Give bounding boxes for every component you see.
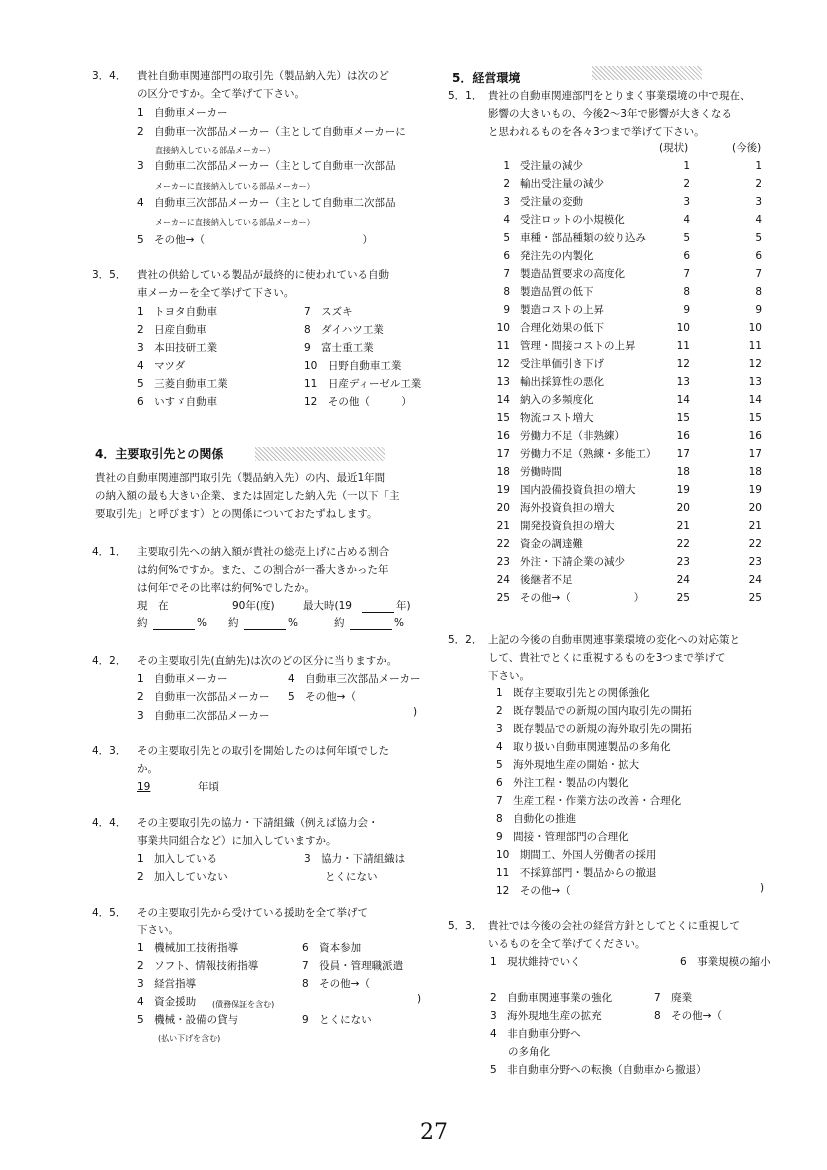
q52-option[interactable]: 7 生産工程・作業方法の改善・合理化 [496, 795, 682, 807]
q41-pct-3: % [394, 617, 404, 629]
q51-item-future-choice[interactable]: 25 [748, 592, 762, 604]
q51-item-future-choice[interactable]: 2 [755, 178, 762, 190]
q51-col-future: (今後) [732, 142, 762, 154]
section-4-title: 4．主要取引先との関係 [95, 447, 224, 461]
q51-item-now-choice[interactable]: 22 [676, 538, 690, 550]
q51-item-number: 10 [496, 322, 510, 334]
q45-text-1: その主要取引先から受けている援助を全て挙げて [137, 907, 368, 919]
q53-option-7[interactable]: 7 廃業 [654, 992, 693, 1004]
q51-item-number: 13 [496, 376, 510, 388]
q53-option-4-cont: の多角化 [508, 1046, 550, 1058]
q51-item-number: 24 [496, 574, 510, 586]
q51-item-future-choice[interactable]: 24 [748, 574, 762, 586]
q35-text-2: 車メーカーを全て挙げて下さい。 [137, 287, 295, 299]
q51-item-number: 5 [503, 232, 510, 244]
q51-item-future-choice[interactable]: 11 [748, 340, 762, 352]
q51-item-now-choice[interactable]: 12 [676, 358, 690, 370]
q35-option-9[interactable]: 9 富士重工業 [304, 342, 374, 354]
q51-item-label: 製造品質の低下 [520, 286, 594, 298]
q51-item-future-choice[interactable]: 16 [748, 430, 762, 442]
q42-text-1: その主要取引先(直納先)は次のどの区分に当りますか。 [137, 655, 398, 667]
q51-item-number: 14 [496, 394, 510, 406]
q51-item-now-choice[interactable]: 9 [683, 304, 690, 316]
q51-item-now-choice[interactable]: 6 [683, 250, 690, 262]
q34-number: 3．4． [92, 70, 127, 82]
q45-text-2: 下さい。 [137, 924, 179, 936]
q34-option-3-note: メーカーに直接納入している部品メーカー） [155, 182, 315, 191]
q43-number: 4．3． [92, 745, 127, 757]
q51-item-label: 発注先の内製化 [520, 250, 594, 262]
q45-option-4[interactable]: 4 資金援助 [137, 996, 197, 1008]
q52-option[interactable]: 2 既存製品での新規の国内取引先の開拓 [496, 705, 692, 717]
q51-item-future-choice[interactable]: 23 [748, 556, 762, 568]
q51-item-label: 資金の調達難 [520, 538, 583, 550]
q51-item-future-choice[interactable]: 17 [748, 448, 762, 460]
q34-option-1[interactable]: 1 自動車メーカー [137, 107, 228, 119]
q51-item-label: 労働時間 [520, 466, 562, 478]
q51-item-now-choice[interactable]: 13 [676, 376, 690, 388]
q51-item-now-choice[interactable]: 16 [676, 430, 690, 442]
q51-item-number: 19 [496, 484, 510, 496]
q35-option-3[interactable]: 3 本田技研工業 [137, 342, 218, 354]
q51-item-number: 25 [496, 592, 510, 604]
q51-item-label: 労働力不足（非熟練） [520, 430, 625, 442]
q51-item-number: 12 [496, 358, 510, 370]
q42-option-1[interactable]: 1 自動車メーカー [137, 673, 228, 685]
q51-item-future-choice[interactable]: 19 [748, 484, 762, 496]
q51-item-number: 18 [496, 466, 510, 478]
q34-text-2: の区分ですか。全て挙げて下さい。 [137, 88, 305, 100]
q51-item-label: 外注・下請企業の減少 [520, 556, 625, 568]
q51-item-now-choice[interactable]: 21 [676, 520, 690, 532]
q51-item-label: 製造コストの上昇 [520, 304, 604, 316]
q45-option-5-note: (払い下げを含む) [158, 1034, 221, 1043]
q35-option-11[interactable]: 11 日産ディーゼル工業 [304, 378, 422, 390]
q51-item-label: 輸出受注量の減少 [520, 178, 604, 190]
q51-item-now-choice[interactable]: 7 [683, 268, 690, 280]
q51-item-now-choice[interactable]: 25 [676, 592, 690, 604]
q42-close-paren: ) [413, 706, 418, 718]
q53-option-6[interactable]: 6 事業規模の縮小 [680, 956, 771, 968]
q51-item-number: 8 [503, 286, 510, 298]
q51-item-number: 7 [503, 268, 510, 280]
q53-option-8[interactable]: 8 その他→（ [654, 1010, 722, 1022]
q41-max-pct-field[interactable] [350, 618, 392, 630]
q53-text-2: いるものを全て挙げてください。 [488, 938, 646, 950]
q51-item-future-choice[interactable]: 1 [755, 160, 762, 172]
q51-item-label: 後継者不足 [520, 574, 573, 586]
q51-item-label: 受注量の変動 [520, 196, 583, 208]
q52-option[interactable]: 12 その他→（ [496, 885, 571, 897]
q51-item-label: 開発投資負担の増大 [520, 520, 615, 532]
q51-item-label: 輸出採算性の悪化 [520, 376, 604, 388]
q51-item-now-choice[interactable]: 19 [676, 484, 690, 496]
q51-item-now-choice[interactable]: 3 [683, 196, 690, 208]
q51-item-label: 受注単価引き下げ [520, 358, 604, 370]
q45-option-1[interactable]: 1 機械加工技術指導 [137, 942, 239, 954]
q41-pct-2: % [288, 617, 298, 629]
q41-text-1: 主要取引先への納入額が貴社の総売上げに占める割合 [137, 546, 389, 558]
q34-option-4-note: メーカーに直接納入している部品メーカー） [155, 218, 315, 227]
q51-text-2: 影響の大きいもの、今後2～3年で影響が大きくなる [488, 108, 732, 120]
q34-option-4[interactable]: 4 自動車三次部品メーカー（主として自動車二次部品 [137, 197, 396, 209]
q44-text-2: 事業共同組合など）に加入していますか。 [137, 835, 337, 847]
q51-item-label: 海外投資負担の増大 [520, 502, 615, 514]
q41-current-pct-field[interactable] [153, 618, 195, 630]
q35-text-1: 貴社の供給している製品が最終的に使われている自動 [137, 269, 389, 281]
q51-item-future-choice[interactable]: 18 [748, 466, 762, 478]
q51-item-number: 4 [503, 214, 510, 226]
q53-text-1: 貴社では今後の会社の経営方針としてとくに重視して [488, 920, 740, 932]
q52-close-paren: ) [760, 882, 765, 894]
q35-option-1[interactable]: 1 トヨタ自動車 [137, 306, 218, 318]
q41-text-2: は約何%ですか。また、この割合が一番大きかった年 [137, 564, 389, 576]
q34-option-5[interactable]: 5 その他→（ ） [137, 234, 373, 246]
q42-option-2[interactable]: 2 自動車一次部品メーカー [137, 691, 270, 703]
q45-option-8[interactable]: 8 その他→（ [302, 978, 370, 990]
q53-number: 5．3． [448, 920, 483, 932]
q52-option[interactable]: 6 外注工程・製品の内製化 [496, 777, 629, 789]
q51-item-label: 管理・間接コストの上昇 [520, 340, 636, 352]
q51-item-now-choice[interactable]: 5 [683, 232, 690, 244]
q51-number: 5．1． [448, 90, 483, 102]
q51-item-future-choice[interactable]: 14 [748, 394, 762, 406]
scan-shading [255, 447, 385, 461]
q51-item-now-choice[interactable]: 20 [676, 502, 690, 514]
q51-item-future-choice[interactable]: 8 [755, 286, 762, 298]
q51-item-future-choice[interactable]: 12 [748, 358, 762, 370]
q41-label-90: 90年(度) [232, 600, 275, 612]
q34-option-2-note: 直接納入している部品メーカー） [155, 146, 275, 155]
q51-item-number: 17 [496, 448, 510, 460]
q51-item-number: 16 [496, 430, 510, 442]
q51-item-future-choice[interactable]: 20 [748, 502, 762, 514]
q44-option-2[interactable]: 2 加入していない [137, 871, 228, 883]
q41-pct-1: % [197, 617, 207, 629]
q51-item-now-choice[interactable]: 1 [683, 160, 690, 172]
section-4-intro-1: 貴社の自動車関連部門取引先（製品納入先）の内、最近1年間 [95, 472, 386, 484]
q42-number: 4．2． [92, 655, 127, 667]
q52-option[interactable]: 3 既存製品での新規の海外取引先の開拓 [496, 723, 692, 735]
q51-col-now: (現状) [659, 142, 689, 154]
q51-text-3: と思われるものを各々3つまで挙げて下さい。 [488, 126, 705, 138]
q51-item-future-choice[interactable]: 22 [748, 538, 762, 550]
q35-option-12[interactable]: 12 その他（ ） [304, 396, 412, 408]
q44-text-1: その主要取引先の協力・下請組織（例えば協力会・ [137, 817, 379, 829]
q51-item-number: 9 [503, 304, 510, 316]
q51-item-now-choice[interactable]: 18 [676, 466, 690, 478]
q51-item-now-choice[interactable]: 2 [683, 178, 690, 190]
q51-item-label: 労働力不足（熟練・多能工） [520, 448, 657, 460]
q51-item-future-choice[interactable]: 3 [755, 196, 762, 208]
q44-number: 4．4． [92, 817, 127, 829]
scan-shading [592, 66, 702, 80]
q43-year-suffix: 年頃 [198, 781, 219, 793]
q42-option-5[interactable]: 5 その他→（ [288, 691, 356, 703]
q52-option[interactable]: 11 不採算部門・製品からの撤退 [496, 867, 657, 879]
q52-text-2: して、貴社でとくに重視するものを3つまで挙げて [488, 652, 726, 664]
q51-item-future-choice[interactable]: 4 [755, 214, 762, 226]
section-4-intro-2: の納入額の最も大きい企業、または固定した納入先（一以下「主 [95, 490, 400, 502]
q53-option-2[interactable]: 2 自動車関連事業の強化 [490, 992, 613, 1004]
q52-option[interactable]: 9 間接・管理部門の合理化 [496, 831, 629, 843]
q41-max-year-field[interactable] [362, 601, 394, 613]
q51-item-now-choice[interactable]: 8 [683, 286, 690, 298]
q35-option-8[interactable]: 8 ダイハツ工業 [304, 324, 384, 336]
q41-approx-1: 約 [137, 617, 148, 629]
q44-option-1[interactable]: 1 加入している [137, 853, 218, 865]
q51-item-number: 23 [496, 556, 510, 568]
q45-close-paren: ) [417, 993, 422, 1005]
q51-item-future-choice[interactable]: 7 [755, 268, 762, 280]
q51-item-label: 車種・部品種類の絞り込み [520, 232, 646, 244]
q41-label-max-end: 年) [396, 600, 411, 612]
q53-option-1[interactable]: 1 現状維持でいく [490, 956, 581, 968]
q41-label-max: 最大時(19 [303, 600, 352, 612]
q52-number: 5．2． [448, 634, 483, 646]
q51-item-now-choice[interactable]: 17 [676, 448, 690, 460]
q51-item-now-choice[interactable]: 14 [676, 394, 690, 406]
q41-number: 4．1． [92, 546, 127, 558]
page-number: 27 [420, 1120, 448, 1145]
q51-item-label: 国内設備投資負担の増大 [520, 484, 636, 496]
q53-option-4[interactable]: 4 非自動車分野へ [490, 1028, 581, 1040]
q51-item-label: その他→（ ） [520, 592, 645, 604]
q52-option[interactable]: 8 自動化の推進 [496, 813, 577, 825]
q51-item-future-choice[interactable]: 21 [748, 520, 762, 532]
q34-text-1: 貴社自動車関連部門の取引先（製品納入先）は次のど [137, 70, 389, 82]
q44-option-3-cont: とくにない [325, 871, 378, 883]
q45-option-5[interactable]: 5 機械・設備の貸与 [137, 1014, 239, 1026]
q43-year-field[interactable]: 19 [137, 781, 151, 793]
q41-approx-2: 約 [228, 617, 239, 629]
q35-option-2[interactable]: 2 日産自動車 [137, 324, 207, 336]
q51-item-number: 2 [503, 178, 510, 190]
q51-item-number: 11 [496, 340, 510, 352]
q35-option-10[interactable]: 10 日野自動車工業 [304, 360, 402, 372]
q51-text-1: 貴社の自動車関連部門をとりまく事業環境の中で現在、 [488, 90, 751, 102]
q34-option-2[interactable]: 2 自動車一次部品メーカー（主として自動車メーカーに [137, 126, 406, 138]
q51-item-now-choice[interactable]: 15 [676, 412, 690, 424]
right-column [440, 0, 827, 1170]
q51-item-label: 受注量の減少 [520, 160, 583, 172]
q51-item-number: 21 [496, 520, 510, 532]
section-4-intro-3: 要取引先」と呼びます）との関係についておたずねします。 [95, 508, 378, 520]
q51-item-future-choice[interactable]: 9 [755, 304, 762, 316]
q45-option-9[interactable]: 9 とくにない [302, 1014, 372, 1026]
section-5-title: 5．経営環境 [452, 71, 521, 85]
q52-option[interactable]: 4 取り扱い自動車関連製品の多角化 [496, 741, 671, 753]
q52-text-3: 下さい。 [488, 670, 530, 682]
q35-option-7[interactable]: 7 スズキ [304, 306, 353, 318]
q52-text-1: 上記の今後の自動車関連事業環境の変化への対応策と [488, 634, 740, 646]
q53-option-5[interactable]: 5 非自動車分野への転換（自動車から撤退） [490, 1064, 707, 1076]
q53-option-3[interactable]: 3 海外現地生産の拡充 [490, 1010, 602, 1022]
q43-text-2: か。 [137, 763, 158, 775]
q52-option[interactable]: 1 既存主要取引先との関係強化 [496, 687, 650, 699]
q41-90-pct-field[interactable] [244, 618, 286, 630]
q51-item-now-choice[interactable]: 10 [676, 322, 690, 334]
q51-item-future-choice[interactable]: 13 [748, 376, 762, 388]
q45-option-3[interactable]: 3 経営指導 [137, 978, 197, 990]
q51-item-label: 製造品質要求の高度化 [520, 268, 625, 280]
q35-option-6[interactable]: 6 いすゞ自動車 [137, 396, 218, 408]
q35-option-5[interactable]: 5 三菱自動車工業 [137, 378, 228, 390]
q51-item-label: 受注ロットの小規模化 [520, 214, 625, 226]
q41-approx-3: 約 [334, 617, 345, 629]
q51-item-number: 6 [503, 250, 510, 262]
q45-option-7[interactable]: 7 役員・管理職派遣 [302, 960, 404, 972]
q52-option[interactable]: 10 期間工、外国人労働者の採用 [496, 849, 657, 861]
q51-item-now-choice[interactable]: 24 [676, 574, 690, 586]
q41-text-3: は何年でその比率は約何%でしたか。 [137, 582, 315, 594]
q42-option-3[interactable]: 3 自動車二次部品メーカー [137, 710, 270, 722]
q51-item-now-choice[interactable]: 11 [676, 340, 690, 352]
q41-label-current: 現 在 [137, 600, 169, 612]
q51-item-label: 物流コスト増大 [520, 412, 594, 424]
q51-item-future-choice[interactable]: 6 [755, 250, 762, 262]
q51-item-number: 20 [496, 502, 510, 514]
q51-item-future-choice[interactable]: 10 [748, 322, 762, 334]
q43-text-1: その主要取引先との取引を開始したのは何年頃でした [137, 745, 389, 757]
q35-number: 3．5． [92, 269, 127, 281]
q51-item-now-choice[interactable]: 23 [676, 556, 690, 568]
q35-option-4[interactable]: 4 マツダ [137, 360, 186, 372]
q44-option-3[interactable]: 3 協力・下請組織は [304, 853, 406, 865]
q34-option-3[interactable]: 3 自動車二次部品メーカー（主として自動車一次部品 [137, 160, 396, 172]
q51-item-number: 22 [496, 538, 510, 550]
q51-item-future-choice[interactable]: 5 [755, 232, 762, 244]
q51-item-number: 15 [496, 412, 510, 424]
q45-option-2[interactable]: 2 ソフト、情報技術指導 [137, 960, 259, 972]
q52-option[interactable]: 5 海外現地生産の開始・拡大 [496, 759, 640, 771]
q51-item-now-choice[interactable]: 4 [683, 214, 690, 226]
q51-item-label: 納入の多頻度化 [520, 394, 594, 406]
q51-item-number: 1 [503, 160, 510, 172]
q45-option-4-note: (債務保証を含む) [212, 1000, 275, 1009]
q51-item-number: 3 [503, 196, 510, 208]
q51-item-future-choice[interactable]: 15 [748, 412, 762, 424]
q42-option-4[interactable]: 4 自動車三次部品メーカー [288, 673, 421, 685]
q45-number: 4．5． [92, 907, 127, 919]
q51-item-label: 合理化効果の低下 [520, 322, 604, 334]
q45-option-6[interactable]: 6 資本参加 [302, 942, 362, 954]
